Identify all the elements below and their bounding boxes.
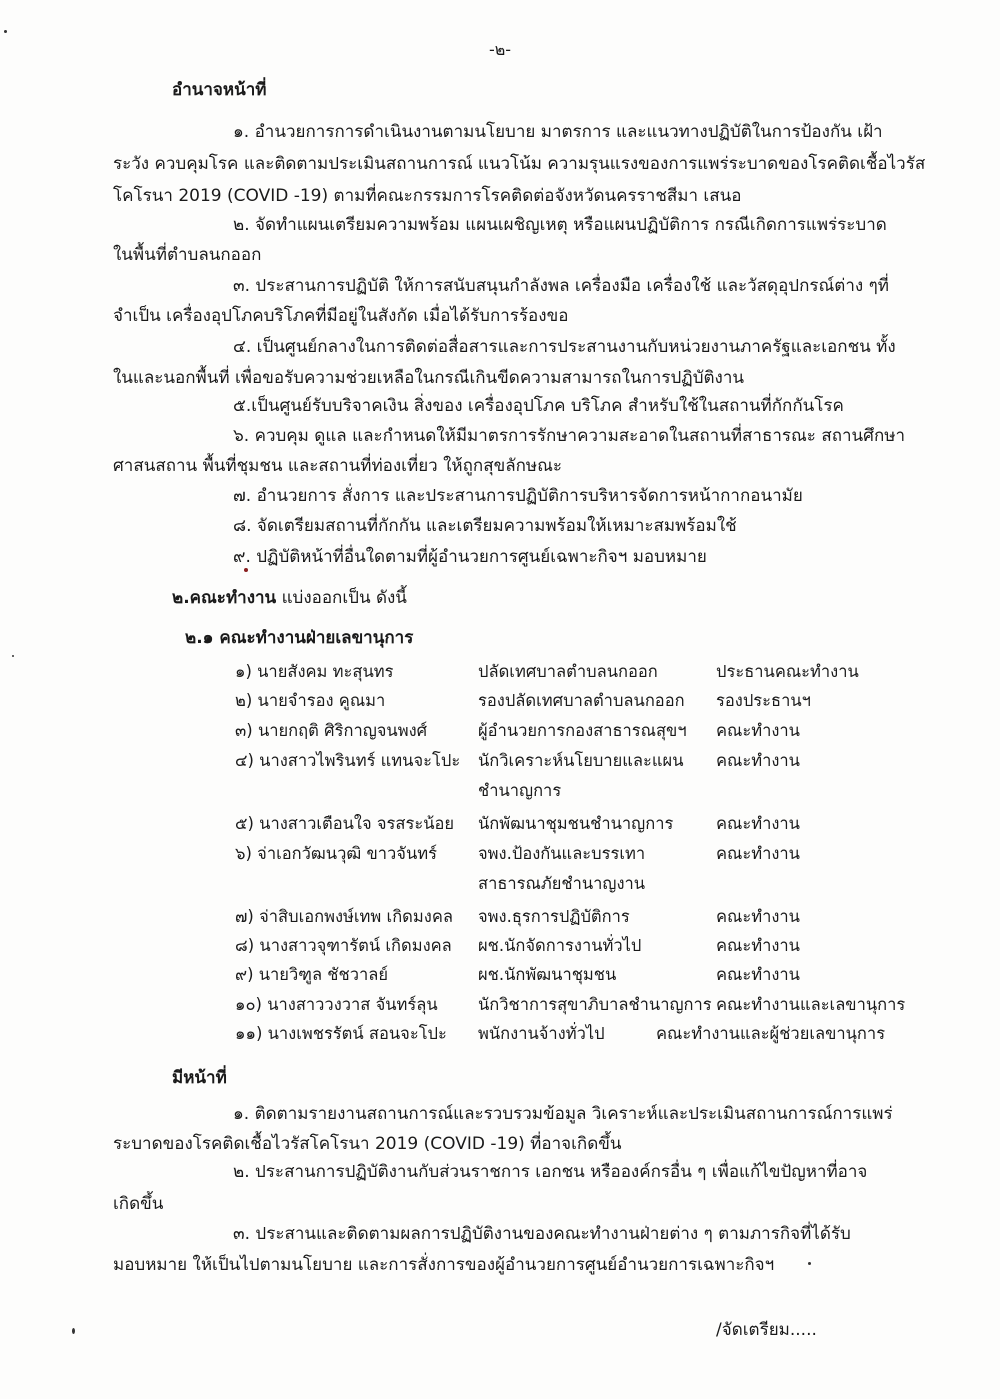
- duty-3-line-2: จำเป็น เครื่องอุปโภคบริโภคที่มีอยู่ในสังกัด เมื่อได้รับการร้องขอ: [113, 306, 569, 326]
- section-2-title: ๒.คณะทำงาน: [172, 588, 277, 608]
- member-position: นักพัฒนาชุมชนชำนาญการ: [478, 814, 674, 833]
- member-role: คณะทำงาน: [716, 814, 800, 833]
- scan-speck: [12, 655, 14, 657]
- member-position: จพง.ป้องกันและบรรเทา: [478, 844, 646, 863]
- duty-8-line-1: ๘. จัดเตรียมสถานที่กักกัน และเตรียมความพร้อมให้เหมาะสมพร้อมใช้: [233, 516, 737, 536]
- member-name: ๙) นายวิฑูล ชัชวาลย์: [235, 965, 389, 984]
- resp-1-line-2: ระบาดของโรคติดเชื้อไวรัสโคโรนา 2019 (COVID -19) ที่อาจเกิดขึ้น: [113, 1134, 622, 1154]
- member-role: คณะทำงาน: [716, 965, 800, 984]
- page-number: -๒-: [488, 40, 512, 59]
- member-name: ๑) นายสังคม ทะสุนทร: [235, 662, 394, 681]
- resp-2-line-2: เกิดขึ้น: [113, 1194, 164, 1214]
- duty-7-line-1: ๗. อำนวยการ สั่งการ และประสานการปฏิบัติการบริหารจัดการหน้ากากอนามัย: [233, 486, 803, 506]
- duty-9-line-1: ๙. ปฏิบัติหน้าที่อื่นใดตามที่ผู้อำนวยการศูนย์เฉพาะกิจฯ มอบหมาย: [233, 547, 707, 567]
- member-position: ผช.นักพัฒนาชุมชน: [478, 965, 617, 984]
- member-role: คณะทำงาน: [716, 936, 800, 955]
- duty-2-line-1: ๒. จัดทำแผนเตรียมความพร้อม แผนเผชิญเหตุ หรือแผนปฏิบัติการ กรณีเกิดการแพร่ระบาด: [233, 215, 887, 235]
- section-2-subtitle: แบ่งออกเป็น ดังนี้: [276, 588, 407, 608]
- member-position: ผช.นักจัดการงานทั่วไป: [478, 936, 642, 955]
- section-2-1-heading: ๒.๑ คณะทำงานฝ่ายเลขานุการ: [185, 628, 414, 648]
- resp-1-line-1: ๑. ติดตามรายงานสถานการณ์และรวบรวมข้อมูล วิเคราะห์และประเมินสถานการณ์การแพร่: [233, 1104, 893, 1124]
- member-role: ประธานคณะทำงาน: [716, 662, 859, 681]
- member-position-cont: ชำนาญการ: [478, 781, 562, 800]
- member-name: ๒) นายจำรอง คูณมา: [235, 691, 386, 710]
- member-name: ๖) จ่าเอกวัฒนวุฒิ ขาวจันทร์: [235, 844, 437, 863]
- duty-6-line-1: ๖. ควบคุม ดูแล และกำหนดให้มีมาตรการรักษาความสะอาดในสถานที่สาธารณะ สถานศึกษา: [233, 426, 905, 446]
- member-position: นักวิชาการสุขาภิบาลชำนาญการ: [478, 995, 712, 1014]
- resp-3-line-1: ๓. ประสานและติดตามผลการปฏิบัติงานของคณะทำงานฝ่ายต่าง ๆ ตามภารกิจที่ได้รับ: [233, 1224, 851, 1244]
- duty-4-line-2: ในและนอกพื้นที่ เพื่อขอรับความช่วยเหลือในกรณีเกินขีดความสามารถในการปฏิบัติงาน: [113, 368, 744, 388]
- scan-speck: [72, 1328, 75, 1334]
- member-position: ปลัดเทศบาลตำบลนกออก: [478, 662, 658, 681]
- duties-heading: อำนาจหน้าที่: [172, 80, 267, 100]
- member-role: คณะทำงาน: [716, 907, 800, 926]
- duty-6-line-2: ศาสนสถาน พื้นที่ชุมชน และสถานที่ท่องเที่ยว ให้ถูกสุขลักษณะ: [113, 456, 563, 476]
- member-role: คณะทำงานและผู้ช่วยเลขานุการ: [656, 1024, 886, 1043]
- member-name: ๓) นายกฤติ ศิริกาญจนพงศ์: [235, 721, 428, 740]
- member-position: จพง.ธุรการปฏิบัติการ: [478, 907, 630, 926]
- member-role: คณะทำงานและเลขานุการ: [716, 995, 906, 1014]
- resp-2-line-1: ๒. ประสานการปฏิบัติงานกับส่วนราชการ เอกชน หรือองค์กรอื่น ๆ เพื่อแก้ไขปัญหาที่อาจ: [233, 1162, 868, 1182]
- duty-4-line-1: ๔. เป็นศูนย์กลางในการติดต่อสื่อสารและการประสานงานกับหน่วยงานภาครัฐและเอกชน ทั้ง: [233, 337, 896, 357]
- member-position: พนักงานจ้างทั่วไป: [478, 1024, 605, 1043]
- member-name: ๕) นางสาวเตือนใจ จรสระน้อย: [235, 814, 455, 833]
- member-position: ผู้อำนวยการกองสาธารณสุขฯ: [478, 721, 687, 740]
- member-name: ๘) นางสาวจุฑารัตน์ เกิดมงคล: [235, 936, 452, 955]
- duty-1-line-1: ๑. อำนวยการการดำเนินงานตามนโยบาย มาตรการ และแนวทางปฏิบัติในการป้องกัน เฝ้า: [233, 122, 883, 142]
- member-role: รองประธานฯ: [716, 691, 811, 710]
- member-role: คณะทำงาน: [716, 751, 800, 770]
- member-position: รองปลัดเทศบาลตำบลนกออก: [478, 691, 685, 710]
- member-position-cont: สาธารณภัยชำนาญงาน: [478, 874, 646, 893]
- member-name: ๔) นางสาวไพรินทร์ แทนจะโปะ: [235, 751, 461, 770]
- duty-5-line-1: ๕.เป็นศูนย์รับบริจาคเงิน สิ่งของ เครื่องอุปโภค บริโภค สำหรับใช้ในสถานที่กักกันโรค: [233, 396, 844, 416]
- duty-1-line-2: ระวัง ควบคุมโรค และติดตามประเมินสถานการณ์ แนวโน้ม ความรุนแรงของการแพร่ระบาดของโรคติดเชื้อไวรัส: [113, 154, 926, 174]
- duty-1-line-3: โคโรนา 2019 (COVID -19) ตามที่คณะกรรมการโรคติดต่อจังหวัดนครราชสีมา เสนอ: [113, 186, 742, 206]
- member-name: ๑๐) นางสาววงวาส จันทร์ลุน: [235, 995, 438, 1014]
- member-role: คณะทำงาน: [716, 844, 800, 863]
- member-position: นักวิเคราะห์นโยบายและแผน: [478, 751, 684, 770]
- continuation-text: /จัดเตรียม.....: [716, 1320, 817, 1340]
- resp-3-line-2: มอบหมาย ให้เป็นไปตามนโยบาย และการสั่งการของผู้อำนวยการศูนย์อำนวยการเฉพาะกิจฯ: [113, 1255, 775, 1275]
- member-name: ๑๑) นางเพชรรัตน์ สอนจะโปะ: [235, 1024, 447, 1043]
- scan-speck: [4, 30, 7, 33]
- responsibilities-heading: มีหน้าที่: [172, 1068, 227, 1088]
- ink-dot: [808, 1262, 811, 1265]
- member-role: คณะทำงาน: [716, 721, 800, 740]
- section-2-heading: [172, 586, 407, 610]
- duty-3-line-1: ๓. ประสานการปฏิบัติ ให้การสนับสนุนกำลังพล เครื่องมือ เครื่องใช้ และวัสดุอุปกรณ์ต่าง ๆที่: [233, 276, 889, 296]
- ink-dot: [244, 568, 248, 572]
- member-name: ๗) จ่าสิบเอกพงษ์เทพ เกิดมงคล: [235, 907, 453, 926]
- duty-2-line-2: ในพื้นที่ตำบลนกออก: [113, 245, 262, 265]
